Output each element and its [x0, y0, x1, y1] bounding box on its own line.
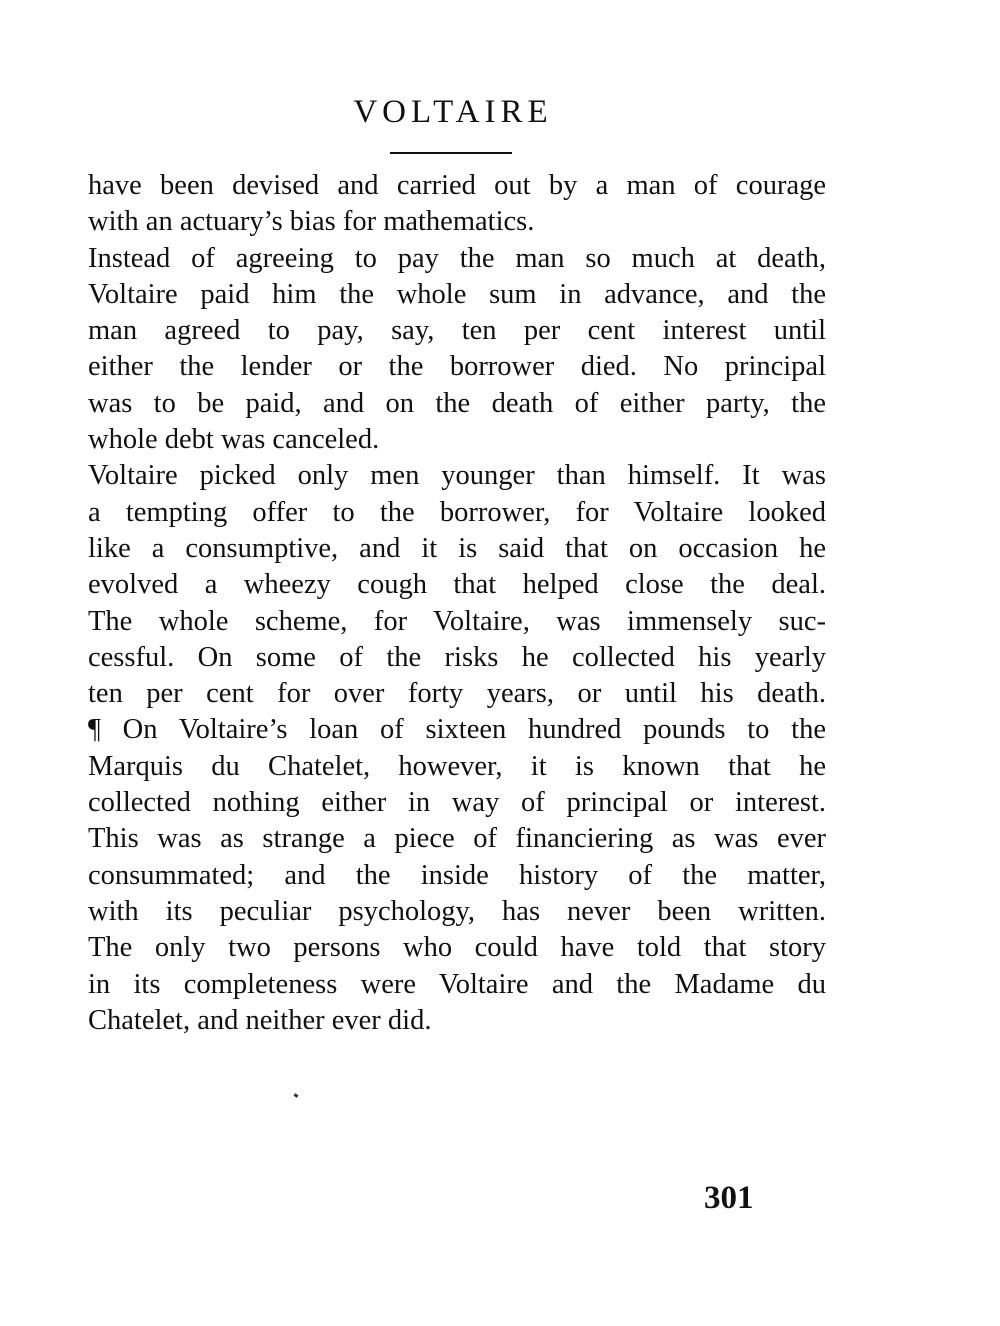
text-line: Chatelet, and neither ever did. — [88, 1004, 432, 1036]
text-line: This was as strange a piece of financiering as was ever — [88, 823, 826, 855]
text-line: Voltaire picked only men younger than himself. It was — [88, 460, 826, 492]
text-line: The only two persons who could have told that story — [88, 932, 826, 964]
text-line: a tempting offer to the borrower, for Voltaire looked — [88, 496, 826, 528]
header-rule — [390, 152, 512, 154]
text-line: Instead of agreeing to pay the man so much at death, — [88, 242, 826, 274]
text-line: ¶ On Voltaire’s loan of sixteen hundred pounds to the — [88, 714, 826, 746]
text-line: whole debt was canceled. — [88, 424, 380, 456]
text-line: with its peculiar psychology, has never been written. — [88, 895, 826, 927]
text-line: like a consumptive, and it is said that on occasion he — [88, 532, 826, 564]
text-line: evolved a wheezy cough that helped close the deal. — [88, 569, 826, 601]
text-line: ten per cent for over forty years, or until his death. — [88, 678, 826, 710]
print-speck — [294, 1093, 299, 1098]
text-line: The whole scheme, for Voltaire, was immensely suc- — [88, 605, 826, 637]
text-line: consummated; and the inside history of the matter, — [88, 859, 826, 891]
page-number: 301 — [704, 1180, 754, 1216]
text-line: in its completeness were Voltaire and the Madame du — [88, 968, 826, 1000]
text-line: cessful. On some of the risks he collected his yearly — [88, 641, 826, 673]
text-line: Voltaire paid him the whole sum in advance, and the — [88, 278, 826, 310]
running-header: VOLTAIRE — [353, 94, 553, 130]
text-line: collected nothing either in way of principal or interest. — [88, 787, 826, 819]
text-line: have been devised and carried out by a man of courage — [88, 170, 826, 201]
text-line: with an actuary’s bias for mathematics. — [88, 206, 535, 238]
text-line: man agreed to pay, say, ten per cent interest until — [88, 315, 826, 347]
text-line: Marquis du Chatelet, however, it is known that he — [88, 750, 826, 782]
text-line: was to be paid, and on the death of either party, the — [88, 387, 826, 419]
text-line: either the lender or the borrower died. No principal — [88, 351, 826, 383]
body-text — [88, 168, 826, 1039]
